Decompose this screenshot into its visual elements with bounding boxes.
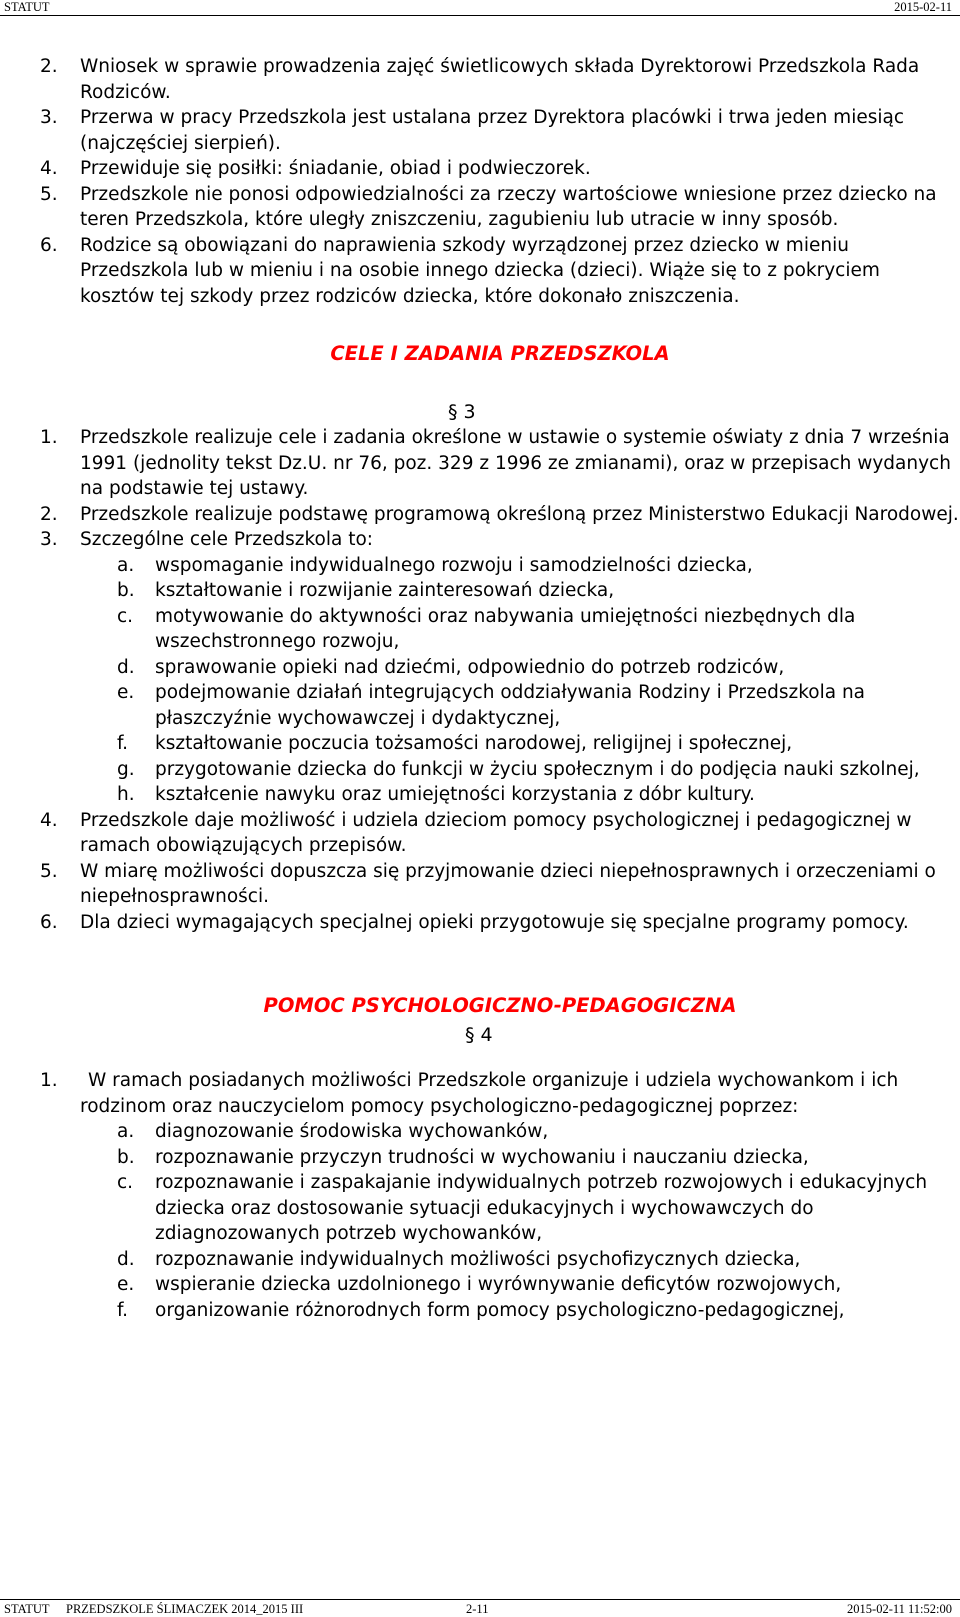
sub-letter: a. — [117, 1121, 135, 1142]
sub-text: rozpoznawanie indywidualnych możliwości psychofizycznych dziecka, — [155, 1248, 801, 1270]
sub-text: rozpoznawanie i zaspakajanie indywidualnych potrzeb rozwojowych i edukacyjnych dziecka oraz dostosowanie sytuacji edukacyjnych i wychowawczych do zdiagnozowanych potrzeb wychowanków, — [155, 1172, 928, 1244]
sub-item — [40, 1145, 960, 1171]
footer-rule — [0, 1599, 960, 1600]
item-text: Przedszkole realizuje cele i zadania określone w ustawie o systemie oświaty z dnia 7 września 1991 (jednolity tekst Dz.U. nr 76, poz. 329 z 1996 ze zmianami), oraz w przepisach wydanych na podstawie tej ustawy. — [80, 427, 951, 499]
sub-text: podejmowanie działań integrujących oddziaływania Rodziny i Przedszkola na płaszczyźnie wychowawczej i dydaktycznej, — [155, 682, 866, 729]
sub-text: kształtowanie poczucia tożsamości narodowej, religijnej i społecznej, — [155, 733, 793, 754]
item-number: 4. — [40, 809, 58, 831]
header-date: 2015-02-11 — [894, 0, 952, 14]
section-title-pomoc: POMOC PSYCHOLOGICZNO-PEDAGOGICZNA — [263, 994, 737, 1017]
item-number: 2. — [40, 503, 58, 525]
item-text: Przerwa w pracy Przedszkola jest ustalana przez Dyrektora placówki i trwa jeden miesiąc (najczęściej sierpień). — [80, 107, 904, 154]
sub-item — [40, 1298, 960, 1324]
sub-text: diagnozowanie środowiska wychowanków, — [155, 1121, 549, 1142]
sub-letter: f. — [117, 1299, 129, 1321]
sub-text: przygotowanie dziecka do funkcji w życiu społecznym i do podjęcia nauki szkolnej, — [155, 758, 920, 780]
item-number: 6. — [40, 234, 58, 256]
sub-text: motywowanie do aktywności oraz nabywania umiejętności niezbędnych dla wszechstronnego rozwoju, — [155, 605, 856, 652]
item-text: W miarę możliwości dopuszcza się przyjmowanie dzieci niepełnosprawnych i orzeczeniami o niepełnosprawności. — [80, 860, 936, 907]
section-pomoc-list — [40, 1119, 960, 1323]
item-number: 5. — [40, 183, 58, 205]
sub-letter: b. — [117, 1146, 135, 1168]
footer-title: PRZEDSZKOLE ŚLIMACZEK 2014_2015 III — [66, 1602, 304, 1616]
list-item — [40, 910, 960, 936]
header-rule — [0, 15, 960, 16]
intro-paragraph — [40, 1068, 960, 1119]
list-item — [40, 233, 960, 310]
section-title-cele: CELE I ZADANIA PRZEDSZKOLA — [330, 342, 670, 365]
footer-page-number: 2-11 — [466, 1602, 489, 1616]
sub-text: organizowanie różnorodnych form pomocy psychologiczno-pedagogicznej, — [155, 1299, 845, 1321]
item-text: Przedszkole realizuje podstawę programową określoną przez Ministerstwo Edukacji Narodowej. — [80, 503, 959, 525]
sub-text: rozpoznawanie przyczyn trudności w wychowaniu i nauczaniu dziecka, — [155, 1146, 809, 1168]
list-item — [40, 156, 960, 182]
header-label: STATUT — [4, 0, 50, 14]
item-number: 1. — [40, 427, 58, 448]
list-top — [40, 54, 960, 309]
sub-item — [40, 1119, 960, 1145]
sub-letter: b. — [117, 580, 135, 601]
list-item — [40, 54, 960, 105]
list-item — [40, 182, 960, 233]
sub-letter: h. — [117, 784, 135, 805]
paragraph-number: § 4 — [465, 1023, 493, 1046]
sub-item — [40, 655, 960, 681]
sub-item — [40, 757, 960, 783]
item-number: 3. — [40, 529, 58, 550]
item-number: 6. — [40, 911, 58, 933]
sub-item — [40, 1247, 960, 1273]
sub-letter: d. — [117, 656, 135, 678]
sub-text: wspomaganie indywidualnego rozwoju i samodzielności dziecka, — [155, 554, 753, 576]
sub-item — [40, 1272, 960, 1298]
item-number: 2. — [40, 56, 58, 77]
sub-letter: g. — [117, 758, 135, 780]
item-number: 1. — [40, 1070, 58, 1091]
sub-item — [40, 578, 960, 604]
sub-letter: c. — [117, 605, 134, 627]
page-header — [0, 0, 960, 14]
item-number: 3. — [40, 107, 58, 128]
item-text: W ramach posiadanych możliwości Przedszkole organizuje i udziela wychowankom i ich rodzinom oraz nauczycielom pomocy psychologiczno-pedagogicznej poprzez: — [80, 1070, 899, 1117]
sub-letter: d. — [117, 1248, 135, 1270]
list-item — [40, 527, 960, 553]
item-number: 4. — [40, 158, 58, 179]
footer-label: STATUT — [4, 1602, 50, 1616]
page-footer — [0, 1599, 960, 1617]
item-text: Przedszkole nie ponosi odpowiedzialności za rzeczy wartościowe wniesione przez dziecko na teren Przedszkola, które uległy zniszczeniu, zagubieniu lub utracie w inny sposób. — [80, 183, 937, 230]
document-body — [40, 54, 960, 1323]
sub-text: sprawowanie opieki nad dziećmi, odpowiednio do potrzeb rodziców, — [155, 656, 785, 678]
list-item — [40, 808, 960, 859]
sub-letter: c. — [117, 1172, 134, 1193]
list-item — [40, 859, 960, 910]
item-text: Szczególne cele Przedszkola to: — [80, 529, 374, 550]
sub-letter: e. — [117, 1274, 135, 1295]
item-text: Dla dzieci wymagających specjalnej opieki przygotowuje się specjalne programy pomocy. — [80, 911, 909, 933]
sub-item — [40, 731, 960, 757]
item-text: Przedszkole daje możliwość i udziela dzieciom pomocy psychologicznej i pedagogicznej w ramach obowiązujących przepisów. — [80, 809, 912, 856]
list-item — [40, 502, 960, 528]
list-item — [40, 105, 960, 156]
section-cele-list — [40, 425, 960, 935]
sub-letter: f. — [117, 733, 129, 754]
sub-item — [40, 604, 960, 655]
sub-item — [40, 553, 960, 579]
sub-text: kształtowanie i rozwijanie zainteresowań dziecka, — [155, 580, 615, 601]
sub-letter: a. — [117, 554, 135, 576]
item-text: Wniosek w sprawie prowadzenia zajęć świetlicowych składa Dyrektorowi Przedszkola Rada Rodziców. — [80, 56, 920, 103]
sub-text: wspieranie dziecka uzdolnionego i wyrównywanie deficytów rozwojowych, — [155, 1274, 842, 1295]
list-item — [40, 425, 960, 502]
footer-datetime: 2015-02-11 11:52:00 — [847, 1602, 952, 1616]
sub-item — [40, 782, 960, 808]
paragraph-number: § 3 — [448, 400, 476, 423]
item-number: 5. — [40, 860, 58, 882]
item-text: Rodzice są obowiązani do naprawienia szkody wyrządzonej przez dziecko w mieniu Przedszkola lub w mieniu i na osobie innego dziecka (dzieci). Wiąże się to z pokryciem kosztów tej szkody przez rodziców dziecka, które dokonało zniszczenia. — [80, 234, 880, 307]
sub-letter: e. — [117, 682, 135, 703]
sub-item — [40, 1170, 960, 1247]
sub-text: kształcenie nawyku oraz umiejętności korzystania z dóbr kultury. — [155, 784, 755, 805]
sub-item — [40, 680, 960, 731]
item-text: Przewiduje się posiłki: śniadanie, obiad i podwieczorek. — [80, 158, 591, 179]
